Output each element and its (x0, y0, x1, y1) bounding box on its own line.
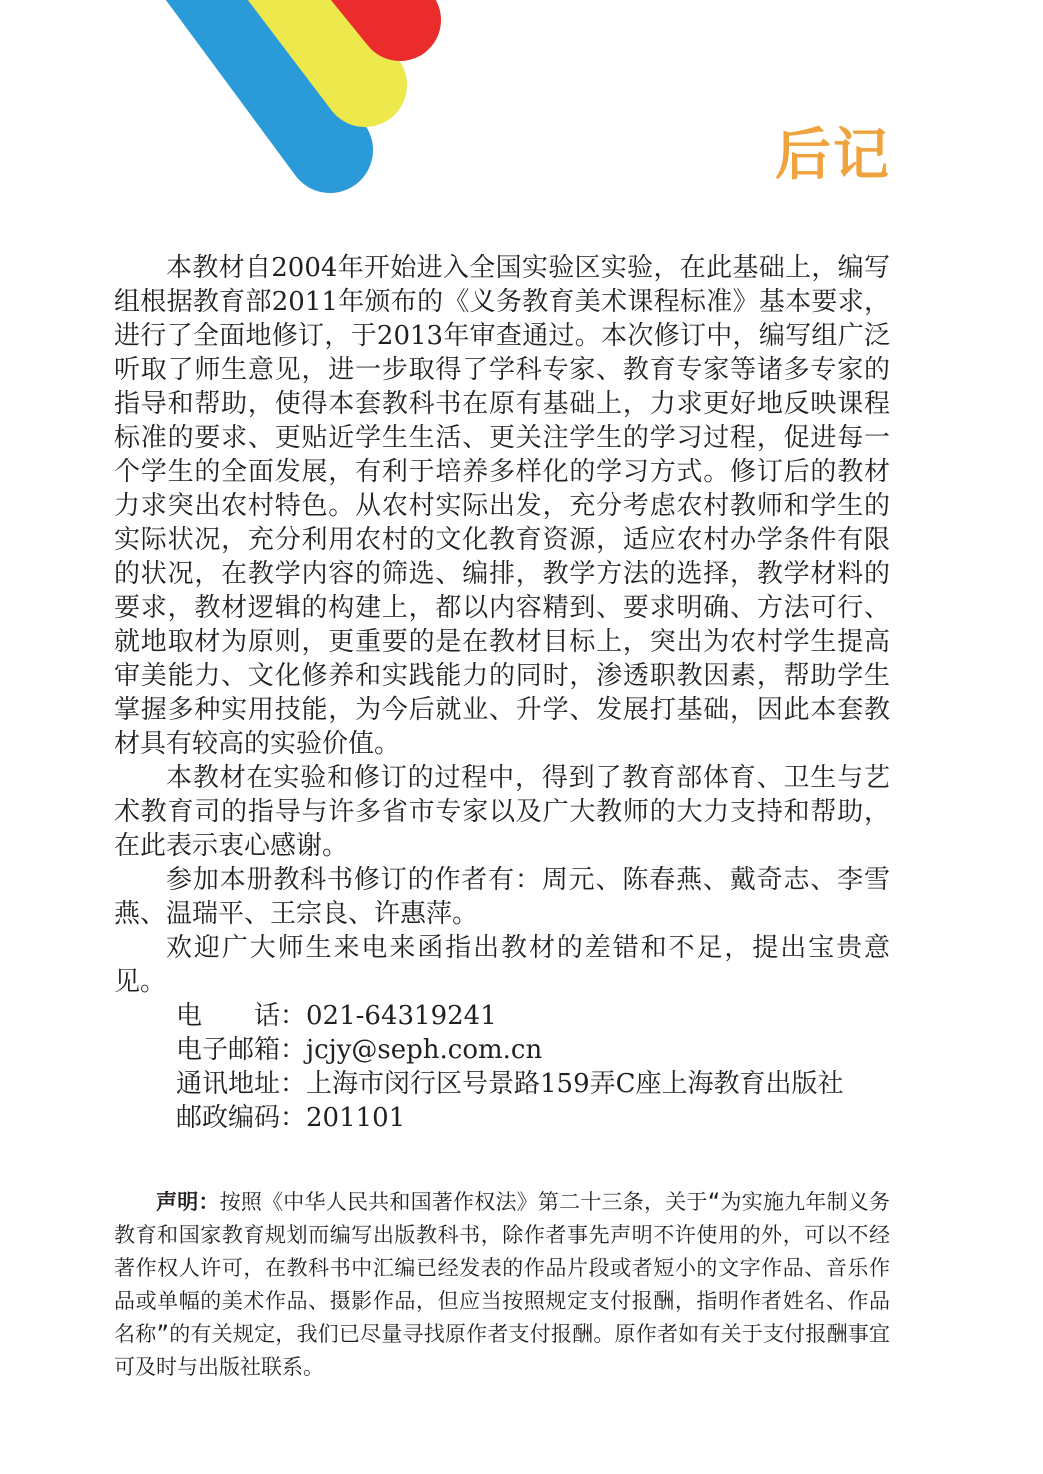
paragraph-thanks: 本教材在实验和修订的过程中，得到了教育部体育、卫生与艺术教育司的指导与许多省市专家以及广大教师的大力支持和帮助，在此表示衷心感谢。 (114, 763, 890, 861)
address-label: 通讯地址： (176, 1069, 307, 1099)
postcode-value: 201101 (306, 1103, 406, 1133)
paragraph-intro: 本教材自2004年开始进入全国实验区实验，在此基础上，编写组根据教育部2011年颁布的《义务教育美术课程标准》基本要求，进行了全面地修订，于2013年审查通过。本次修订中，编写组广泛听取了师生意见，进一步取得了学科专家、教育专家等诸多专家的指导和帮助，使得本套教科书在原有基础上，力求更好地反映课程标准的要求、更贴近学生生活、更关注学生的学习过程，促进每一个学生的全面发展，有利于培养多样化的学习方式。修订后的教材力求突出农村特色。从农村实际出发，充分考虑农村教师和学生的实际状况，充分利用农村的文化教育资源，适应农村办学条件有限的状况，在教学内容的筛选、编排，教学方法的选择，教学材料的要求，教材逻辑的构建上，都以内容精到、要求明确、方法可行、就地取材为原则，更重要的是在教材目标上，突出为农村学生提高审美能力、文化修养和实践能力的同时，渗透职教因素，帮助学生掌握多种实用技能，为今后就业、升学、发展打基础，因此本套教材具有较高的实验价值。 (114, 253, 890, 759)
email-label: 电子邮箱： (176, 1035, 307, 1065)
contact-email (114, 1033, 890, 1067)
red-stripe (335, 0, 400, 20)
copyright-notice (114, 1186, 890, 1384)
email-value: jcjy@seph.com.cn (306, 1035, 543, 1065)
contact-info (114, 999, 890, 1135)
paragraph-authors: 参加本册教科书修订的作者有：周元、陈春燕、戴奇志、李雪燕、温瑞平、王宗良、许惠萍。 (114, 865, 890, 929)
address-value: 上海市闵行区号景路159弄C座上海教育出版社 (306, 1069, 844, 1099)
contact-postcode (114, 1101, 890, 1135)
notice-label: 声明： (156, 1190, 220, 1214)
afterword-body (114, 251, 890, 1135)
contact-phone (114, 999, 890, 1033)
page-title: 后记 (775, 123, 891, 188)
contact-address (114, 1067, 890, 1101)
postcode-label: 邮政编码： (176, 1103, 307, 1133)
paragraph-feedback: 欢迎广大师生来电来函指出教材的差错和不足，提出宝贵意见。 (114, 933, 890, 997)
color-stripes-decoration (0, 0, 520, 230)
notice-text: 按照《中华人民共和国著作权法》第二十三条，关于“为实施九年制义务教育和国家教育规划而编写出版教科书，除作者事先声明不许使用的外，可以不经著作权人许可，在教科书中汇编已经发表的作品片段或者短小的文字作品、音乐作品或单幅的美术作品、摄影作品，但应当按照规定支付报酬，指明作者姓名、作品名称”的有关规定，我们已尽量寻找原作者支付报酬。原作者如有关于支付报酬事宜可及时与出版社联系。 (114, 1190, 891, 1379)
phone-value: 021-64319241 (306, 1001, 497, 1031)
phone-label: 电 话： (176, 1001, 307, 1031)
